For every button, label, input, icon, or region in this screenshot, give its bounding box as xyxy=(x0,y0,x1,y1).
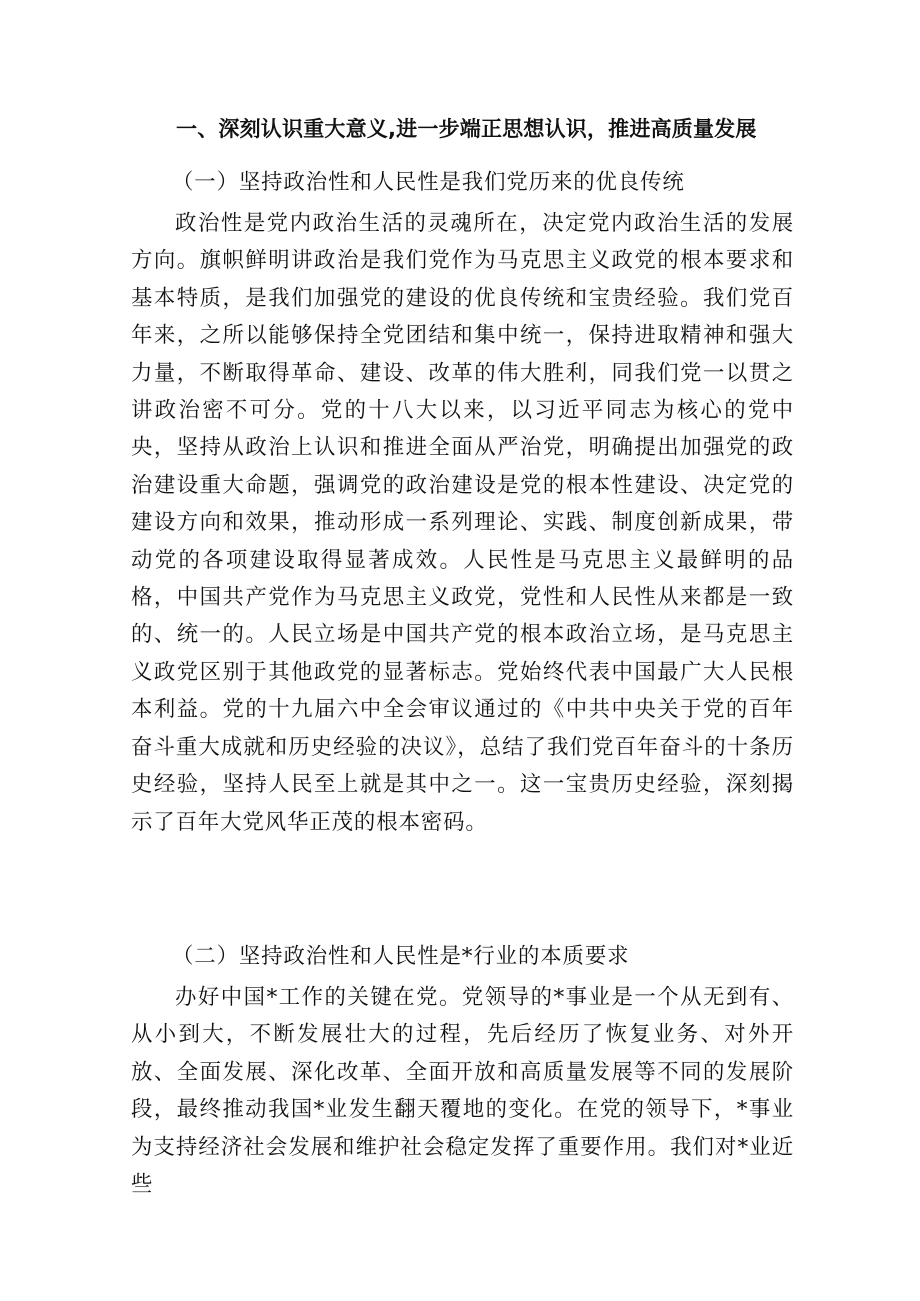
paragraph-1: 政治性是党内政治生活的灵魂所在，决定党内政治生活的发展方向。旗帜鲜明讲政治是我们党作为马克思主义政党的根本要求和基本特质，是我们加强党的建设的优良传统和宝贵经验。我们党百年来，之所以能够保持全党团结和集中统一，保持进取精神和强大力量，不断取得革命、建设、改革的伟大胜利，同我们党一以贯之讲政治密不可分。党的十八大以来，以习近平同志为核心的党中央，坚持从政治上认识和推进全面从严治党，明确提出加强党的政治建设重大命题，强调党的政治建设是党的根本性建设、决定党的建设方向和效果，推动形成一系列理论、实践、制度创新成果，带动党的各项建设取得显著成效。人民性是马克思主义最鲜明的品格，中国共产党作为马克思主义政党，党性和人民性从来都是一致的、统一的。人民立场是中国共产党的根本政治立场，是马克思主义政党区别于其他政党的显著标志。党始终代表中国最广大人民根本利益。党的十九届六中全会审议通过的《中共中央关于党的百年奋斗重大成就和历史经验的决议》，总结了我们党百年奋斗的十条历史经验，坚持人民至上就是其中之一。这一宝贵历史经验，深刻揭示了百年大党风华正茂的根本密码。 xyxy=(131,211,794,835)
subsection-title-2: （二）坚持政治性和人民性是*行业的本质要求 xyxy=(172,944,630,969)
section-heading: 一、深刻认识重大意义,进一步端正思想认识，推进高质量发展 xyxy=(176,117,757,141)
subsection-title-1: （一）坚持政治性和人民性是我们党历来的优良传统 xyxy=(172,170,685,195)
paragraph-2: 办好中国*工作的关键在党。党领导的*事业是一个从无到有、从小到大，不断发展壮大的过程，先后经历了恢复业务、对外开放、全面发展、深化改革、全面开放和高质量发展等不同的发展阶段，最终推动我国*业发生翻天覆地的变化。在党的领导下，*事业为支持经济社会发展和维护社会稳定发挥了重要作用。我们对*业近些 xyxy=(131,985,794,1198)
